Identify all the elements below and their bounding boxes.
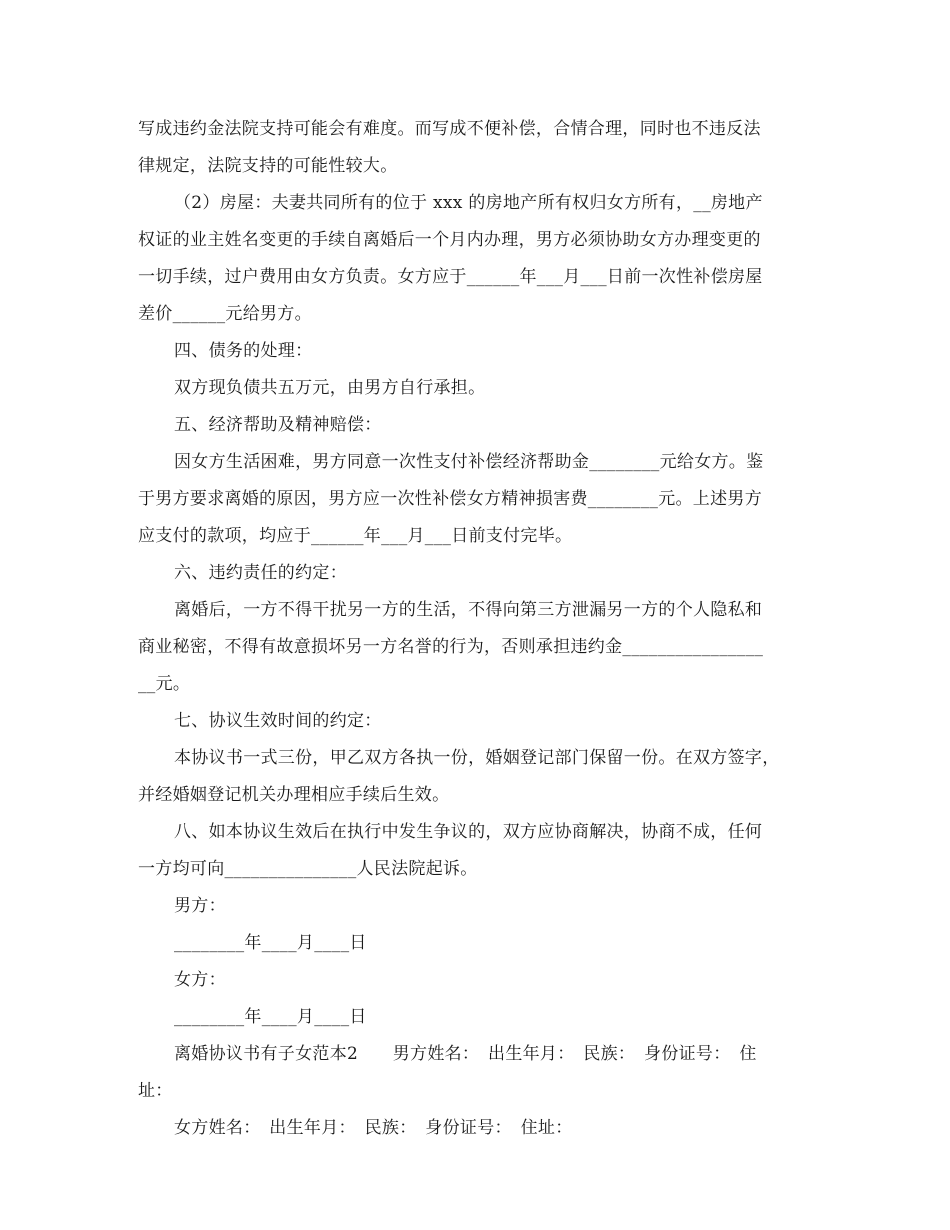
paragraph-line: 因女方生活困难，男方同意一次性支付补偿经济帮助金________元给女方。鉴 bbox=[174, 452, 764, 472]
paragraph-line: 一切手续，过户费用由女方负责。女方应于______年___月___日前一次性补偿房屋 bbox=[138, 267, 763, 287]
paragraph-line: 权证的业主姓名变更的手续自离婚后一个月内办理，男方必须协助女方办理变更的 bbox=[138, 230, 761, 250]
signature-date-female: ________年____月____日 bbox=[174, 1007, 367, 1027]
paragraph-line: 并经婚姻登记机关办理相应手续后生效。 bbox=[138, 785, 450, 805]
paragraph-line: __元。 bbox=[138, 674, 191, 694]
paragraph-line: 一方均可向_______________人民法院起诉。 bbox=[138, 859, 478, 879]
paragraph-line: 律规定，法院支持的可能性较大。 bbox=[138, 156, 398, 176]
paragraph-line: 写成违约金法院支持可能会有难度。而写成不便补偿，合情合理，同时也不违反法 bbox=[138, 119, 761, 139]
section-heading: 四、债务的处理： bbox=[174, 341, 313, 361]
section-heading: 七、协议生效时间的约定： bbox=[174, 711, 382, 731]
paragraph-line: 双方现负债共五万元，由男方自行承担。 bbox=[174, 378, 486, 398]
paragraph-line: 差价______元给男方。 bbox=[138, 304, 312, 324]
paragraph-line: 应支付的款项，均应于______年___月___日前支付完毕。 bbox=[138, 526, 573, 546]
signature-label-female: 女方： bbox=[174, 970, 226, 990]
signature-date-male: ________年____月____日 bbox=[174, 933, 367, 953]
paragraph-line: 离婚后，一方不得干扰另一方的生活，不得向第三方泄漏另一方的个人隐私和 bbox=[174, 600, 763, 620]
paragraph-line: （2）房屋：夫妻共同所有的位于 xxx 的房地产所有权归女方所有，__房地产 bbox=[174, 193, 763, 213]
paragraph-line: 八、如本协议生效后在执行中发生争议的，双方应协商解决，协商不成，任何 bbox=[174, 822, 763, 842]
paragraph-line: 于男方要求离婚的原因，男方应一次性补偿女方精神损害费________元。上述男方 bbox=[138, 489, 762, 509]
paragraph-line: 商业秘密，不得有故意损坏另一方名誉的行为，否则承担违约金________________ bbox=[138, 637, 764, 657]
section-heading: 五、经济帮助及精神赔偿： bbox=[174, 415, 382, 435]
document-body bbox=[138, 111, 814, 1147]
paragraph-line: 本协议书一式三份，甲乙双方各执一份，婚姻登记部门保留一份。在双方签字， bbox=[174, 748, 780, 768]
paragraph-line: 址： bbox=[138, 1081, 173, 1101]
paragraph-line: 女方姓名： 出生年月： 民族： 身份证号： 住址： bbox=[174, 1118, 573, 1138]
signature-label-male: 男方： bbox=[174, 896, 226, 916]
section-heading: 六、违约责任的约定： bbox=[174, 563, 347, 583]
paragraph-line: 离婚协议书有子女范本2 男方姓名： 出生年月： 民族： 身份证号： 住 bbox=[174, 1044, 757, 1064]
